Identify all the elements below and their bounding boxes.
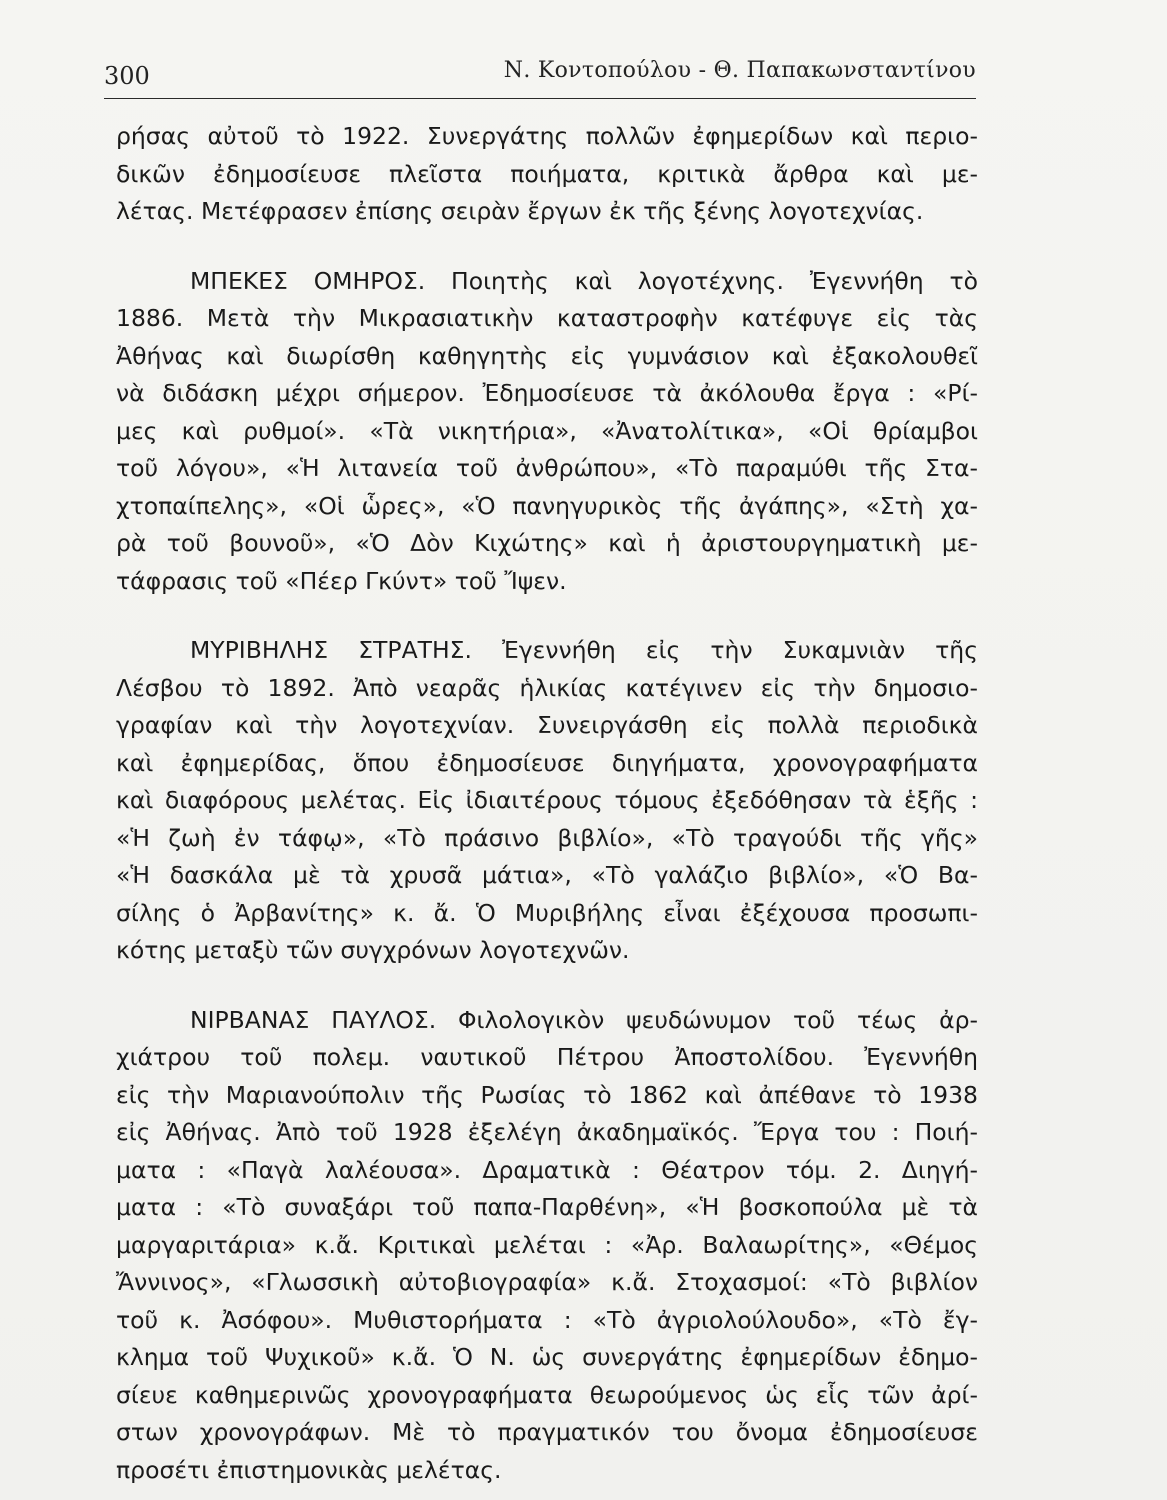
text-line: κότης μεταξὺ τῶν συγχρόνων λογοτεχνῶν. xyxy=(116,936,630,964)
entry-heading-line: ΜΥΡΙΒΗΛΗΣ ΣΤΡΑΤΗΣ. Ἐγεννήθη εἰς τὴν Συκαμνιὰν τῆς xyxy=(190,636,978,664)
text-line: χιάτρου τοῦ πολεμ. ναυτικοῦ Πέτρου Ἀποστολίδου. Ἐγεννήθη xyxy=(116,1043,978,1071)
text-line: ρὰ τοῦ βουνοῦ», «Ὁ Δὸν Κιχώτης» καὶ ἡ ἀριστουργηματικὴ με- xyxy=(116,529,978,557)
text-line: τοῦ λόγου», «Ἡ λιτανεία τοῦ ἀνθρώπου», «Τὸ παραμύθι τῆς Στα- xyxy=(116,454,978,482)
text-line: ματα : «Τὸ συναξάρι τοῦ παπα-Παρθένη», «Ἡ βοσκοπούλα μὲ τὰ xyxy=(116,1193,978,1221)
entry-nirvanas xyxy=(116,1002,978,1490)
text-line: μες καὶ ρυθμοί». «Τὰ νικητήρια», «Ἀνατολίτικα», «Οἱ θρίαμβοι xyxy=(116,416,978,445)
text-line: Ἀθήνας καὶ διωρίσθη καθηγητὴς εἰς γυμνάσιον καὶ ἐξακολουθεῖ xyxy=(116,341,978,370)
text-line: «Ἡ δασκάλα μὲ τὰ χρυσᾶ μάτια», «Τὸ γαλάζιο βιβλίο», «Ὁ Βα- xyxy=(116,861,978,889)
entry-bekes xyxy=(116,263,978,601)
text-line: νὰ διδάσκη μέχρι σήμερον. Ἐδημοσίευσε τὰ ἀκόλουθα ἔργα : «Ρί- xyxy=(116,379,978,407)
text-line: Ἄννινος», «Γλωσσικὴ αὐτοβιογραφία» κ.ἄ. Στοχασμοί: «Τὸ βιβλίον xyxy=(116,1268,978,1296)
text-line: προσέτι ἐπιστημονικὰς μελέτας. xyxy=(116,1455,502,1484)
entry-heading-line: ΜΠΕΚΕΣ ΟΜΗΡΟΣ. Ποιητὴς καὶ λογοτέχνης. Ἐγεννήθη τὸ xyxy=(190,266,978,295)
text-line: σίλης ὁ Ἀρβανίτης» κ. ἄ. Ὁ Μυριβήλης εἶναι ἐξέχουσα προσωπι- xyxy=(116,898,978,927)
text-line: στων χρονογράφων. Μὲ τὸ πραγματικόν του ὄνομα ἐδημοσίευσε xyxy=(116,1418,978,1446)
text-line: καὶ ἐφημερίδας, ὅπου ἐδημοσίευσε διηγήματα, χρονογραφήματα xyxy=(116,748,978,777)
text-line: 1886. Μετὰ τὴν Μικρασιατικὴν καταστροφὴν κατέφυγε εἰς τὰς xyxy=(116,304,978,332)
text-line: ρήσας αὐτοῦ τὸ 1922. Συνεργάτης πολλῶν ἐφημερίδων καὶ περιο- xyxy=(116,122,978,150)
text-line: σίευε καθημερινῶς χρονογραφήματα θεωρούμενος ὡς εἷς τῶν ἀρί- xyxy=(116,1380,978,1409)
page-number: 300 xyxy=(104,62,150,90)
text-line: γραφίαν καὶ τὴν λογοτεχνίαν. Συνειργάσθη εἰς πολλὰ περιοδικὰ xyxy=(116,711,978,739)
text-line: μαργαριτάρια» κ.ἄ. Κριτικαὶ μελέται : «Ἀρ. Βαλαωρίτης», «Θέμος xyxy=(116,1230,978,1259)
text-line: τάφρασις τοῦ «Πέερ Γκύντ» τοῦ Ἴψεν. xyxy=(116,566,567,595)
entry-myrivilis xyxy=(116,632,978,970)
paragraph-gap xyxy=(116,231,978,263)
text-line: εἰς τὴν Μαριανούπολιν τῆς Ρωσίας τὸ 1862 καὶ ἀπέθανε τὸ 1938 xyxy=(116,1080,978,1109)
text-line: εἰς Ἀθήνας. Ἀπὸ τοῦ 1928 ἐξελέγη ἀκαδημαϊκός. Ἔργα του : Ποιή- xyxy=(116,1118,978,1146)
paragraph-gap xyxy=(116,600,978,632)
text-line: κλημα τοῦ Ψυχικοῦ» κ.ἄ. Ὁ Ν. ὡς συνεργάτης ἐφημερίδων ἐδημο- xyxy=(116,1343,978,1371)
text-line: χτοπαίπελης», «Οἱ ὧρες», «Ὁ πανηγυρικὸς τῆς ἀγάπης», «Στὴ χα- xyxy=(116,491,978,520)
text-line: «Ἡ ζωὴ ἐν τάφῳ», «Τὸ πράσινο βιβλίο», «Τὸ τραγούδι τῆς γῆς» xyxy=(116,823,978,852)
paragraph-intro xyxy=(116,118,978,231)
text-line: λέτας. Μετέφρασεν ἐπίσης σειρὰν ἔργων ἐκ τῆς ξένης λογοτεχνίας. xyxy=(116,197,924,225)
entry-heading-line: ΝΙΡΒΑΝΑΣ ΠΑΥΛΟΣ. Φιλολογικὸν ψευδώνυμον τοῦ τέως ἀρ- xyxy=(190,1005,978,1034)
text-line: δικῶν ἐδημοσίευσε πλεῖστα ποιήματα, κριτικὰ ἄρθρα καὶ με- xyxy=(116,159,978,188)
paragraph-gap xyxy=(116,970,978,1002)
body-text xyxy=(116,118,978,1489)
running-head: Ν. Κοντοπούλου - Θ. Παπακωνσταντίνου xyxy=(503,58,976,83)
text-line: τοῦ κ. Ἀσόφου». Μυθιστορήματα : «Τὸ ἀγριολούλουδο», «Τὸ ἔγ- xyxy=(116,1305,978,1334)
text-line: καὶ διαφόρους μελέτας. Εἰς ἰδιαιτέρους τόμους ἐξεδόθησαν τὰ ἑξῆς : xyxy=(116,786,978,814)
page-header xyxy=(104,52,976,99)
text-line: Λέσβου τὸ 1892. Ἀπὸ νεαρᾶς ἡλικίας κατέγινεν εἰς τὴν δημοσιο- xyxy=(116,673,978,702)
text-line: ματα : «Παγὰ λαλέουσα». Δραματικὰ : Θέατρον τόμ. 2. Διηγή- xyxy=(116,1155,978,1184)
